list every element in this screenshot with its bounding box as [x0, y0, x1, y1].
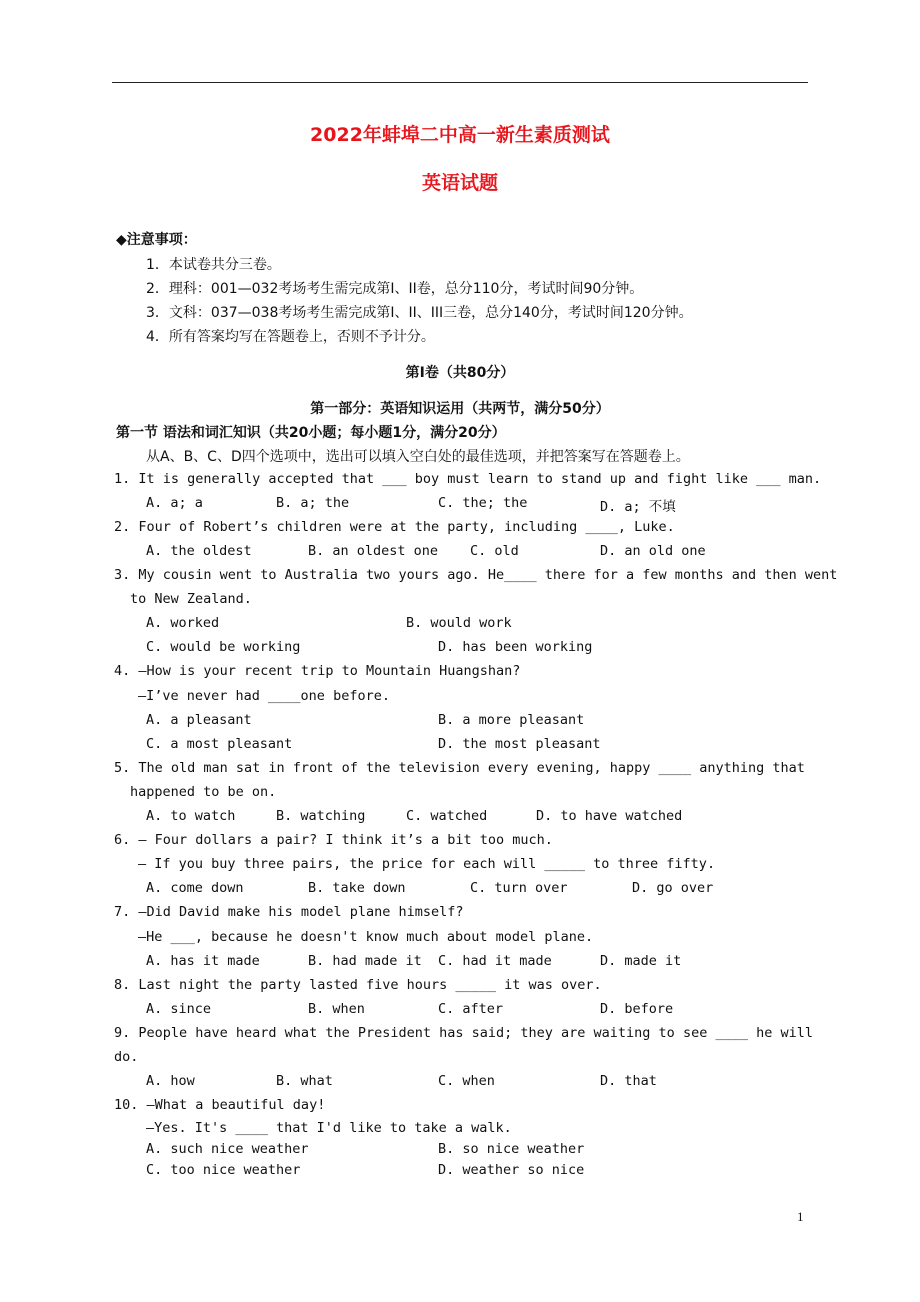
option-b: B. so nice weather [438, 1141, 585, 1157]
option-c: C. a most pleasant [146, 736, 293, 752]
option-b: B. when [308, 1001, 365, 1017]
option-a: A. come down [146, 880, 244, 896]
question-stem: 4. —How is your recent trip to Mountain Huangshan? [114, 663, 521, 679]
option-b: B. take down [308, 880, 406, 896]
option-b: B. what [276, 1073, 333, 1089]
option-a: A. how [146, 1073, 195, 1089]
question-stem: 6. — Four dollars a pair? I think it’s a bit too much. [114, 832, 553, 848]
note-item: 2．理科：001—032考场考生需完成第Ⅰ、II卷，总分110分，考试时间90分钟。 [146, 281, 644, 297]
question-stem: 8. Last night the party lasted five hours _____ it was over. [114, 977, 602, 993]
option-c: C. old [470, 543, 519, 559]
question-stem: 7. —Did David make his model plane himself? [114, 904, 464, 920]
option-a: A. worked [146, 615, 220, 631]
option-d: D. before [600, 1001, 674, 1017]
question-stem: 5. The old man sat in front of the television every evening, happy ____ anything that [114, 760, 805, 776]
question-stem-continued: —I’ve never had ____one before. [138, 688, 390, 704]
volume-heading: 第Ⅰ卷（共80分） [405, 365, 515, 381]
option-d: D. that [600, 1073, 657, 1089]
question-stem: 9. People have heard what the President has said; they are waiting to see ____ he will [114, 1025, 813, 1041]
question-stem: 10. —What a beautiful day! [114, 1097, 326, 1113]
option-c: C. turn over [470, 880, 568, 896]
notes-heading: ◆注意事项： [116, 232, 197, 248]
option-d: D. made it [600, 953, 682, 969]
question-stem: 2. Four of Robert’s children were at the party, including ____, Luke. [114, 519, 675, 535]
header-rule [112, 82, 808, 83]
option-a: A. since [146, 1001, 212, 1017]
option-d: D. go over [632, 880, 714, 896]
note-item: 3．文科：037—038考场考生需完成第Ⅰ、II、III三卷，总分140分，考试时间120分钟。 [146, 305, 693, 321]
option-b: B. a more pleasant [438, 712, 585, 728]
option-c: C. watched [406, 808, 488, 824]
section-heading: 第一节 语法和词汇知识（共20小题；每小题1分，满分20分） [116, 425, 506, 441]
part-heading: 第一部分：英语知识运用（共两节，满分50分） [310, 401, 610, 417]
option-a: A. such nice weather [146, 1141, 309, 1157]
option-c: C. the; the [438, 495, 528, 511]
option-a: A. the oldest [146, 543, 252, 559]
exam-subtitle: 英语试题 [421, 172, 498, 194]
question-stem-continued: — If you buy three pairs, the price for each will _____ to three fifty. [138, 856, 716, 872]
option-a: A. has it made [146, 953, 260, 969]
question-stem-continued: happened to be on. [130, 784, 277, 800]
question-stem-continued: —Yes. It's ____ that I'd like to take a walk. [146, 1120, 512, 1136]
question-stem: 1. It is generally accepted that ___ boy must learn to stand up and fight like ___ man. [114, 471, 822, 487]
option-d: D. to have watched [536, 808, 683, 824]
note-item: 1．本试卷共分三卷。 [146, 257, 281, 273]
option-d: D. an old one [600, 543, 706, 559]
page-number: 1 [797, 1209, 804, 1224]
option-c: C. too nice weather [146, 1162, 301, 1178]
option-c: C. after [438, 1001, 504, 1017]
option-a: A. a pleasant [146, 712, 252, 728]
question-stem-continued: —He ___, because he doesn't know much about model plane. [138, 929, 594, 945]
option-b: B. would work [406, 615, 512, 631]
option-b: B. an oldest one [308, 543, 439, 559]
question-stem-continued: do. [114, 1049, 139, 1065]
question-stem-continued: to New Zealand. [130, 591, 252, 607]
option-b: B. had made it [308, 953, 422, 969]
question-stem: 3. My cousin went to Australia two yours ago. He____ there for a few months and then went [114, 567, 838, 583]
option-c: C. would be working [146, 639, 301, 655]
option-b: B. watching [276, 808, 366, 824]
note-item: 4．所有答案均写在答题卷上，否则不予计分。 [146, 329, 435, 345]
option-d: D. has been working [438, 639, 593, 655]
option-d: D. the most pleasant [438, 736, 601, 752]
instruction-text: 从A、B、C、D四个选项中，选出可以填入空白处的最佳选项，并把答案写在答题卷上。 [146, 449, 690, 465]
option-d: D. a; 不填 [600, 499, 676, 515]
option-d: D. weather so nice [438, 1162, 585, 1178]
option-b: B. a; the [276, 495, 350, 511]
option-c: C. had it made [438, 953, 552, 969]
option-a: A. a; a [146, 495, 203, 511]
exam-title: 2022年蚌埠二中高一新生素质测试 [310, 124, 610, 146]
option-c: C. when [438, 1073, 495, 1089]
option-a: A. to watch [146, 808, 236, 824]
